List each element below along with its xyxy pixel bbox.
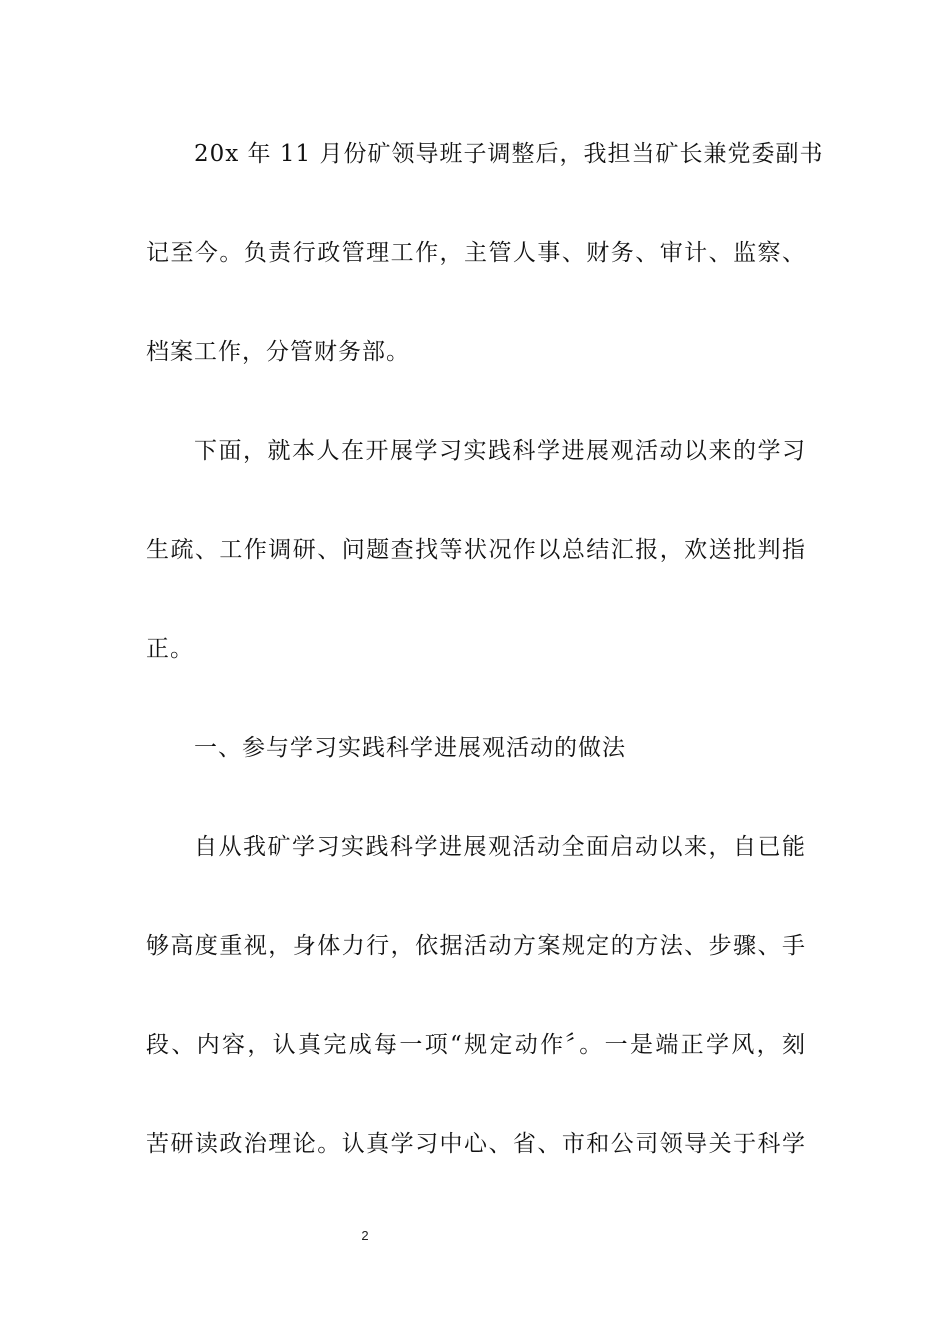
paragraph-1-line-3: 档案工作，分管财务部。 (146, 339, 410, 365)
paragraph-2-line-1: 下面，就本人在开展学习实践科学进展观活动以来的学习 (194, 438, 806, 464)
paragraph-4-line-2: 够高度重视，身体力行，依据活动方案规定的方法、步骤、手 (146, 933, 806, 959)
paragraph-4-line-4: 苦研读政治理论。认真学习中心、省、市和公司领导关于科学 (146, 1131, 806, 1157)
paragraph-1-line-1: 20x 年 11 月份矿领导班子调整后，我担当矿长兼党委副书 (194, 141, 824, 167)
paragraph-1-line-2: 记至今。负责行政管理工作，主管人事、财务、审计、监察、 (146, 240, 806, 266)
paragraph-2-line-3: 正。 (146, 636, 194, 662)
paragraph-2-line-2: 生疏、工作调研、问题查找等状况作以总结汇报，欢送批判指 (146, 537, 806, 563)
paragraph-4-line-3: 段、内容，认真完成每一项“规定动作〞。一是端正学风，刻 (146, 1032, 806, 1058)
section-heading: 一、参与学习实践科学进展观活动的做法 (194, 735, 626, 761)
paragraph-4-line-1: 自从我矿学习实践科学进展观活动全面启动以来，自已能 (194, 834, 806, 860)
page-number: 2 (361, 1228, 369, 1243)
